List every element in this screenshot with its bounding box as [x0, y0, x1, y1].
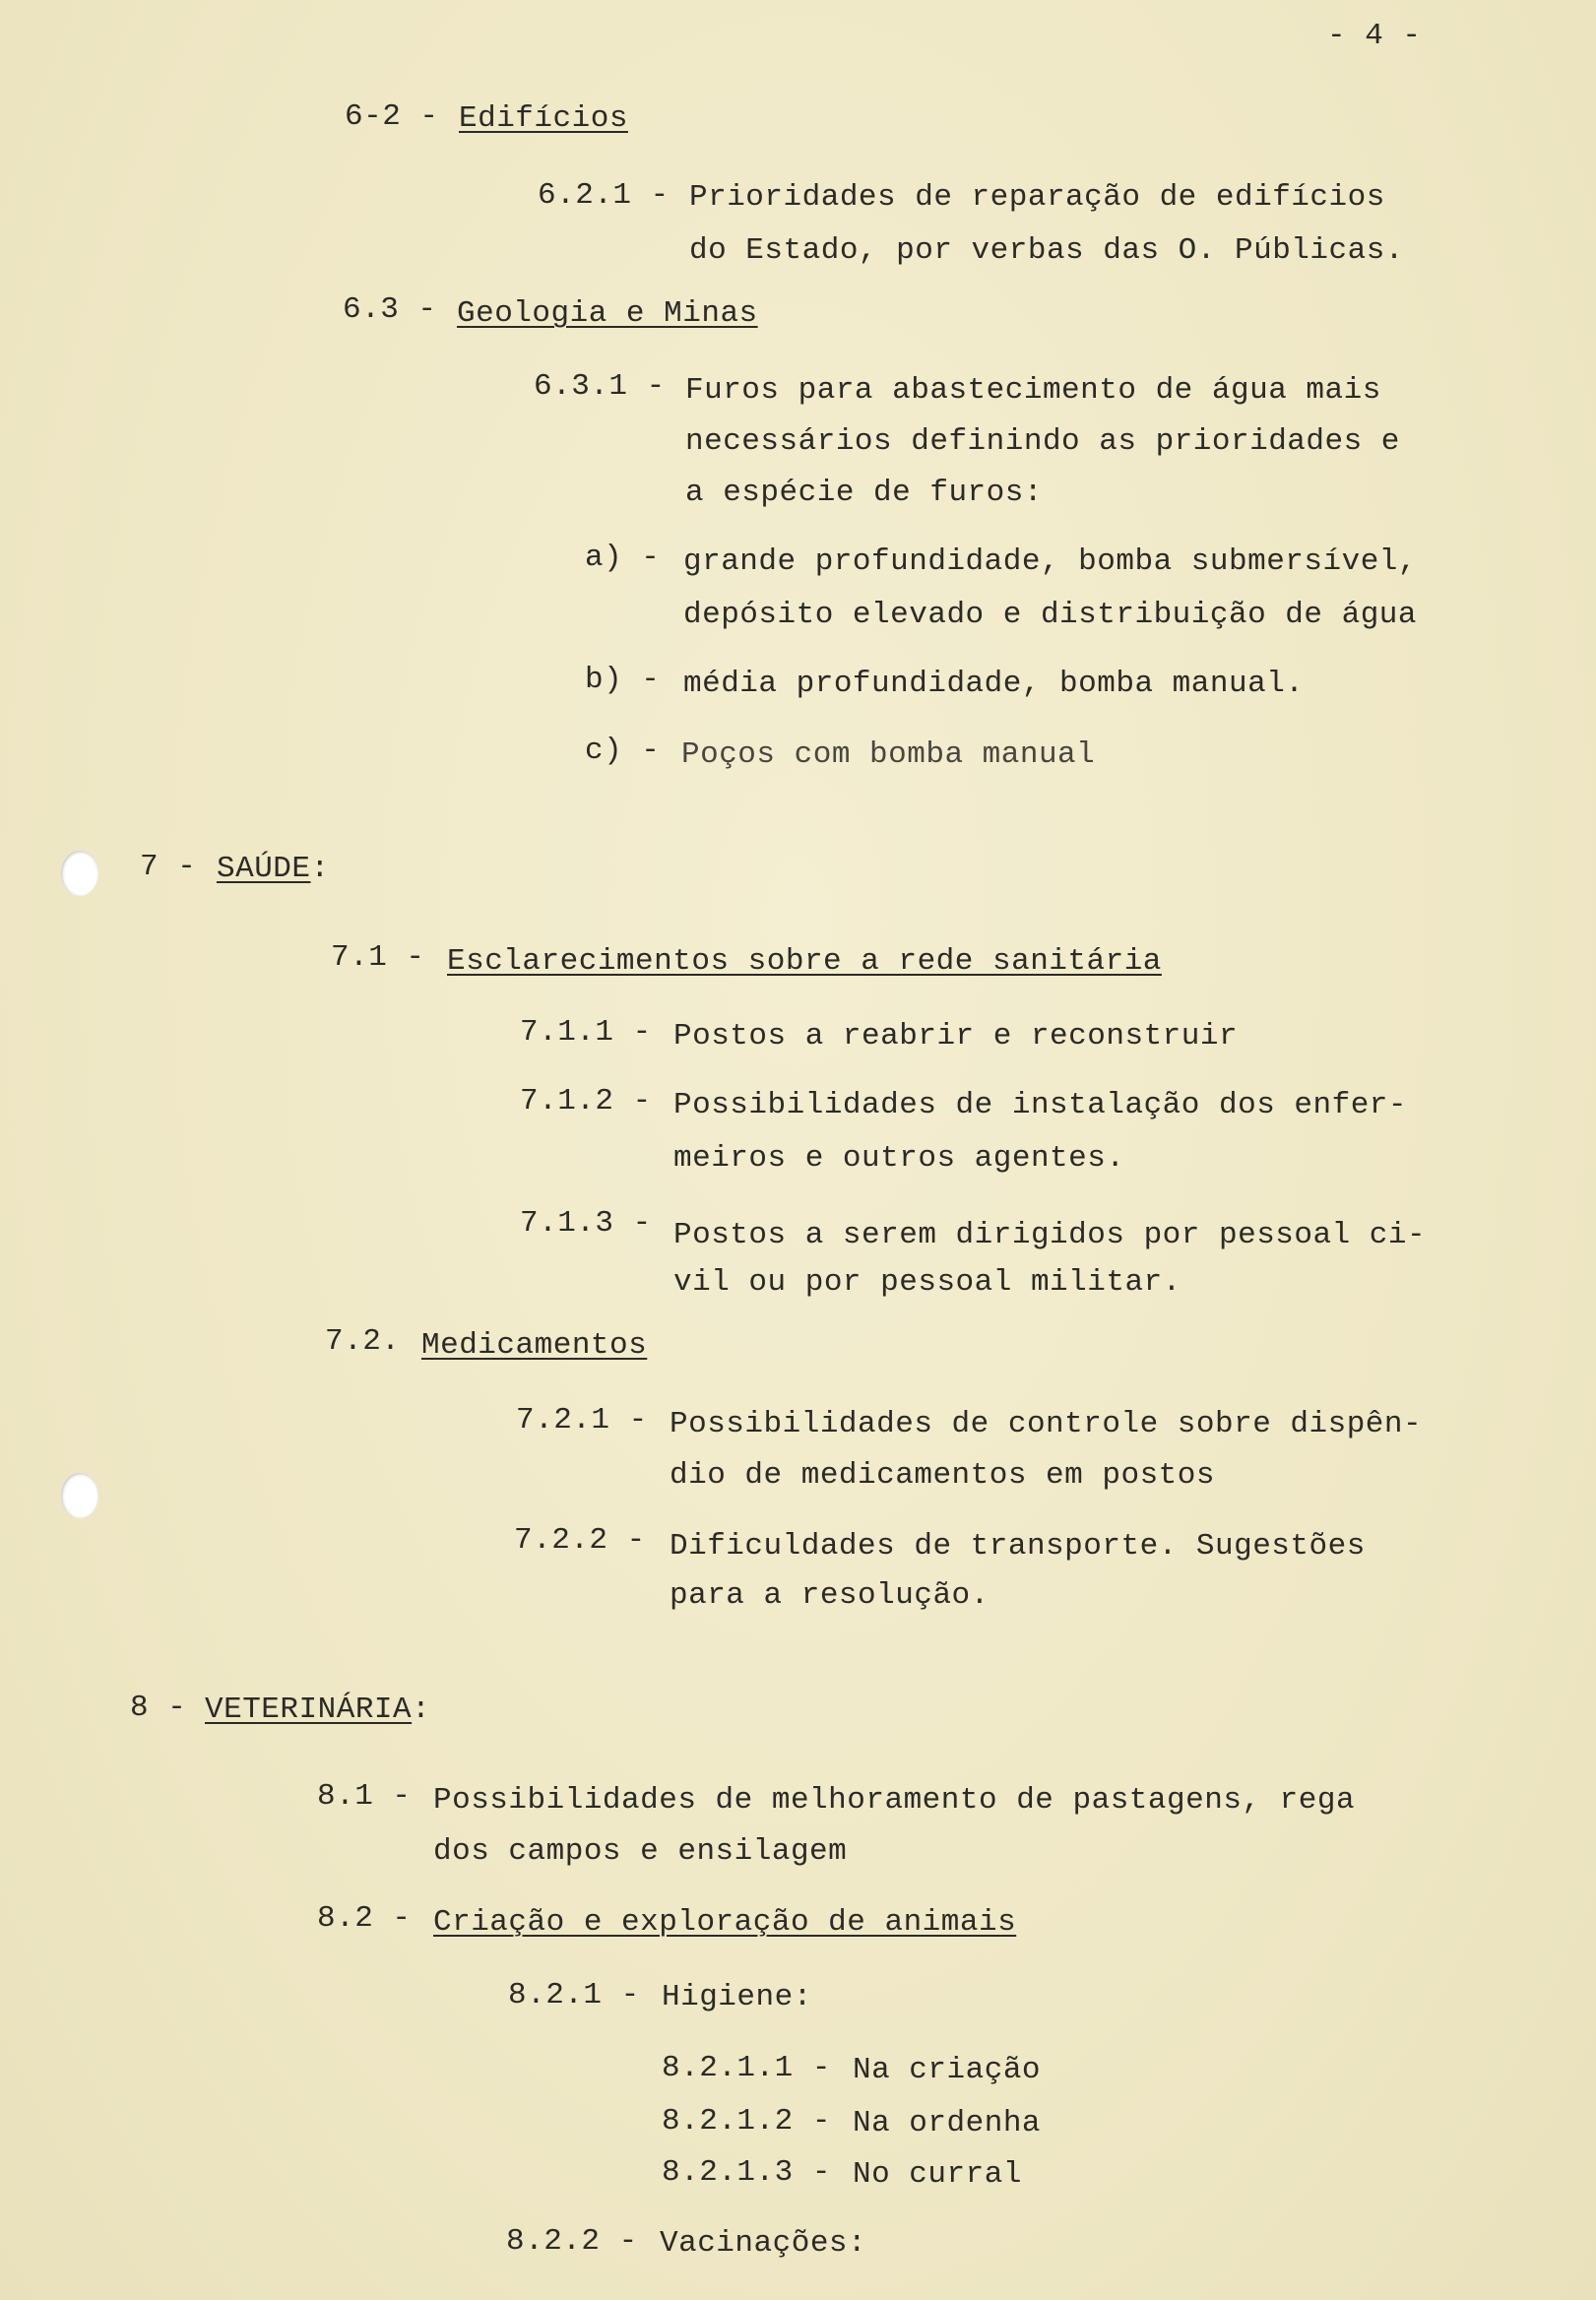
item-8-2-1-number: 8.2.1 -: [508, 1978, 640, 2012]
item-7-1-2-line-2: meiros e outros agentes.: [673, 1141, 1125, 1176]
item-7-2-1-line-2: dio de medicamentos em postos: [670, 1458, 1215, 1493]
section-7-colon: :: [310, 852, 330, 886]
section-8-colon: :: [412, 1693, 431, 1727]
item-8-2-1-3-number: 8.2.1.3 -: [662, 2155, 831, 2190]
section-7-number: 7 -: [140, 850, 197, 884]
section-7-1-title: Esclarecimentos sobre a rede sanitária: [447, 944, 1162, 979]
item-8-2-2-number: 8.2.2 -: [506, 2224, 638, 2259]
item-6-2-1-line-1: Prioridades de reparação de edifícios: [689, 180, 1385, 215]
section-6-2-title: Edifícios: [459, 101, 628, 136]
item-7-1-3-line-1: Postos a serem dirigidos por pessoal ci-: [673, 1218, 1427, 1252]
item-8-2-1-1-number: 8.2.1.1 -: [662, 2051, 831, 2085]
punch-hole-bottom: [61, 1473, 98, 1518]
item-8-1-line-1: Possibilidades de melhoramento de pastagens, rega: [433, 1783, 1356, 1818]
item-6-3-1-a-line-1: grande profundidade, bomba submersível,: [683, 544, 1418, 579]
section-8-2-number: 8.2 -: [317, 1901, 412, 1936]
section-7-2-title: Medicamentos: [421, 1328, 648, 1363]
section-7-heading: [217, 851, 330, 888]
item-7-1-3-line-2: vil ou por pessoal militar.: [673, 1265, 1181, 1300]
item-6-2-1-line-2: do Estado, por verbas das O. Públicas.: [689, 233, 1404, 268]
section-8-2-title: Criação e exploração de animais: [433, 1905, 1017, 1940]
item-6-3-1-line-1: Furos para abastecimento de água mais: [685, 373, 1381, 408]
item-8-2-1-line-1: Higiene:: [662, 1980, 812, 2014]
section-8-number: 8 -: [130, 1691, 187, 1725]
section-8-title: VETERINÁRIA: [205, 1693, 413, 1727]
item-6-3-1-line-2: necessários definindo as prioridades e: [685, 424, 1400, 459]
item-7-2-2-line-1: Dificuldades de transporte. Sugestões: [670, 1529, 1366, 1564]
section-8-heading: [205, 1692, 430, 1729]
item-7-2-2-line-2: para a resolução.: [670, 1578, 990, 1613]
section-7-title: SAÚDE: [217, 852, 311, 886]
section-7-1-number: 7.1 -: [331, 940, 425, 975]
section-6-2-number: 6-2 -: [345, 99, 439, 134]
item-6-3-1-a-label: a) -: [585, 541, 661, 575]
item-7-2-1-line-1: Possibilidades de controle sobre dispên-: [670, 1407, 1423, 1441]
item-8-2-1-2-line-1: Na ordenha: [853, 2106, 1042, 2140]
item-8-2-1-2-number: 8.2.1.2 -: [662, 2104, 831, 2139]
item-7-1-1-line-1: Postos a reabrir e reconstruir: [673, 1019, 1239, 1054]
item-6-3-1-line-3: a espécie de furos:: [685, 476, 1043, 510]
item-7-1-1-number: 7.1.1 -: [520, 1015, 652, 1050]
item-8-1-number: 8.1 -: [317, 1779, 412, 1814]
item-7-1-2-number: 7.1.2 -: [520, 1084, 652, 1118]
section-6-3-title: Geologia e Minas: [457, 296, 758, 331]
item-6-3-1-b-line-1: média profundidade, bomba manual.: [683, 667, 1305, 701]
section-6-3-number: 6.3 -: [343, 292, 437, 327]
item-6-3-1-number: 6.3.1 -: [534, 369, 666, 404]
item-6-3-1-b-label: b) -: [585, 663, 661, 697]
item-8-1-line-2: dos campos e ensilagem: [433, 1834, 848, 1869]
item-7-2-2-number: 7.2.2 -: [514, 1523, 646, 1558]
item-7-1-3-number: 7.1.3 -: [520, 1206, 652, 1241]
page-number: - 4 -: [1327, 19, 1422, 53]
item-6-3-1-c-label: c) -: [585, 734, 661, 768]
item-8-2-2-line-1: Vacinações:: [660, 2226, 867, 2261]
item-8-2-1-1-line-1: Na criação: [853, 2053, 1042, 2087]
item-6-3-1-a-line-2: depósito elevado e distribuição de água: [683, 598, 1418, 632]
item-6-3-1-c-line-1: Poços com bomba manual: [681, 737, 1096, 772]
item-8-2-1-3-line-1: No curral: [853, 2157, 1022, 2192]
item-7-2-1-number: 7.2.1 -: [516, 1403, 648, 1438]
item-7-1-2-line-1: Possibilidades de instalação dos enfer-: [673, 1088, 1408, 1122]
section-7-2-number: 7.2.: [325, 1324, 401, 1359]
item-6-2-1-number: 6.2.1 -: [538, 178, 670, 213]
punch-hole-top: [61, 851, 98, 896]
